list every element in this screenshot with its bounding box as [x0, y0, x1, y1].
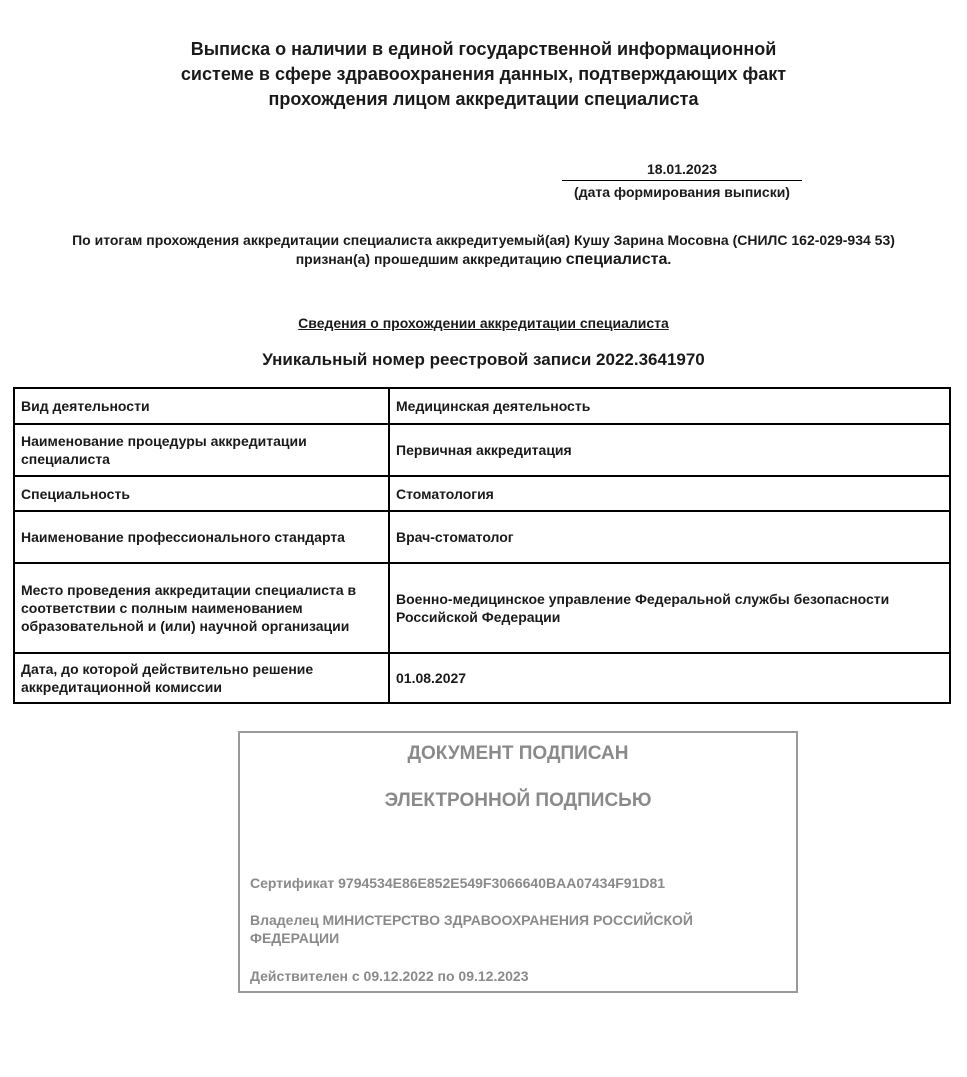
row-label: Дата, до которой действительно решение аккредитационной комиссии [14, 653, 389, 703]
result-line-2-start: признан(а) прошедшим аккредитацию [295, 251, 566, 267]
table-row [14, 511, 950, 563]
table-row [14, 424, 950, 476]
formation-date-block [556, 160, 808, 201]
row-label: Специальность [14, 476, 389, 511]
table-row [14, 388, 950, 424]
row-label: Место проведения аккредитации специалиста в соответствии с полным наименованием образовательной и (или) научной организации [14, 563, 389, 653]
stamp-validity: Действителен с 09.12.2022 по 09.12.2023 [250, 968, 529, 984]
row-value: Военно-медицинское управление Федеральной службы безопасности Российской Федерации [389, 563, 950, 653]
title-line-2: системе в сфере здравоохранения данных, подтверждающих факт [180, 64, 787, 84]
result-line-2 [0, 250, 967, 269]
title-line-1: Выписка о наличии в единой государственной информационной [190, 39, 777, 59]
formation-date-caption: (дата формирования выписки) [574, 184, 790, 200]
table-row [14, 653, 950, 703]
accreditation-info-table [13, 387, 951, 704]
registry-number: Уникальный номер реестровой записи 2022.3641970 [262, 350, 705, 369]
accreditation-result [0, 231, 967, 269]
stamp-heading-1: ДОКУМЕНТ ПОДПИСАН [407, 743, 629, 764]
row-value: Стоматология [389, 476, 950, 511]
row-value: 01.08.2027 [389, 653, 950, 703]
row-value: Первичная аккредитация [389, 424, 950, 476]
electronic-signature-stamp [238, 731, 798, 993]
table-row [14, 476, 950, 511]
row-value: Медицинская деятельность [389, 388, 950, 424]
formation-date: 18.01.2023 [562, 160, 802, 181]
row-label: Вид деятельности [14, 388, 389, 424]
document-title [0, 37, 967, 112]
result-line-1: По итогам прохождения аккредитации специалиста аккредитуемый(ая) Кушу Зарина Мосовна (СНИЛС 162-029-934 53) [72, 232, 895, 248]
result-line-2-end: . [667, 251, 672, 267]
row-value: Врач-стоматолог [389, 511, 950, 563]
stamp-certificate: Сертификат 9794534E86E852E549F3066640BAA07434F91D81 [250, 875, 666, 891]
section-heading: Сведения о прохождении аккредитации специалиста [298, 315, 669, 331]
result-line-2-specialist: специалиста [565, 251, 668, 268]
row-label: Наименование процедуры аккредитации специалиста [14, 424, 389, 476]
stamp-owner: Владелец МИНИСТЕРСТВО ЗДРАВООХРАНЕНИЯ РОССИЙСКОЙ ФЕДЕРАЦИИ [250, 912, 693, 946]
table-row [14, 563, 950, 653]
row-label: Наименование профессионального стандарта [14, 511, 389, 563]
title-line-3: прохождения лицом аккредитации специалиста [268, 89, 699, 109]
stamp-heading-2: ЭЛЕКТРОННОЙ ПОДПИСЬЮ [384, 790, 652, 811]
